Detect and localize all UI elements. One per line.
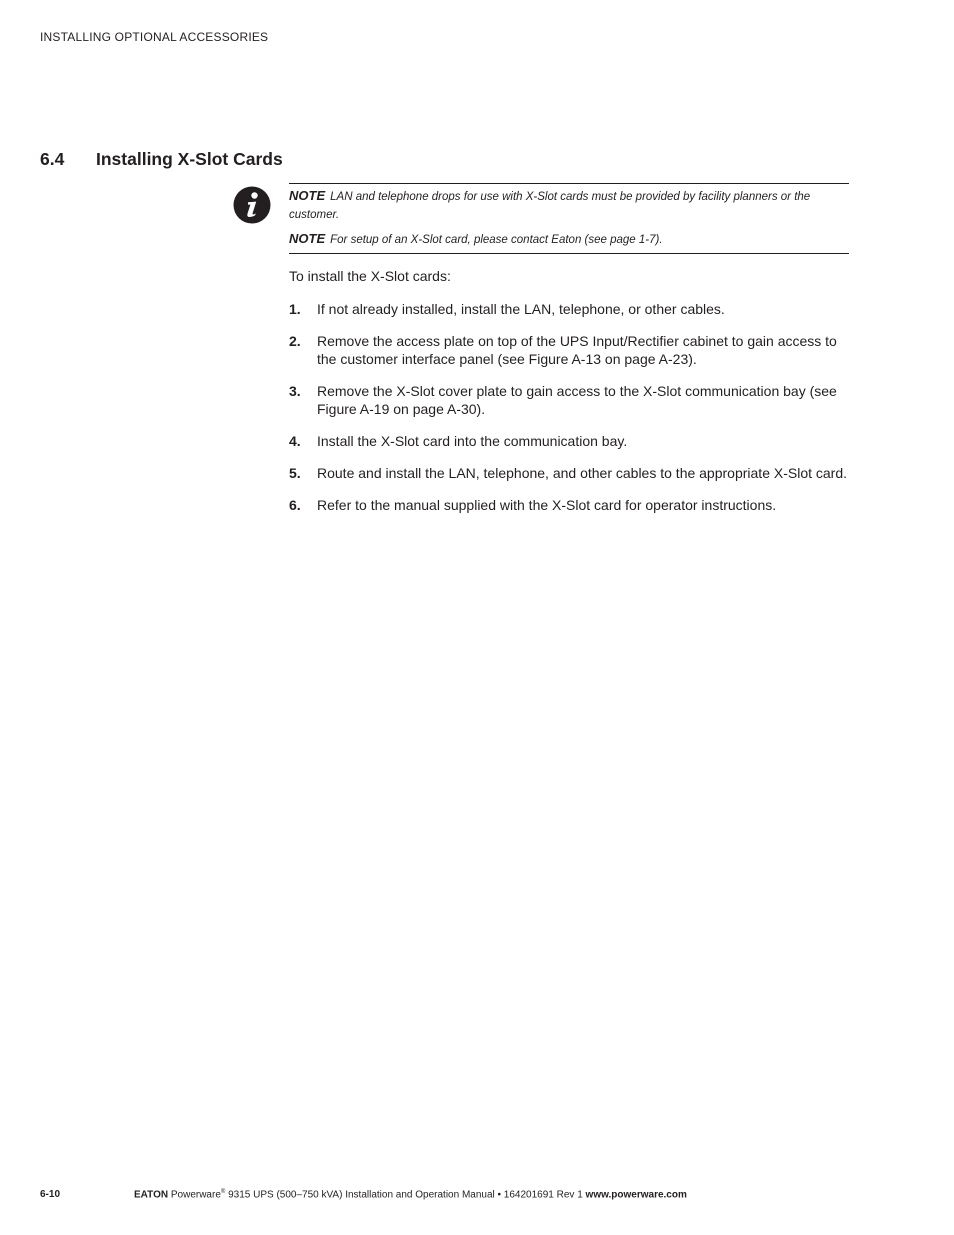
step-text: Route and install the LAN, telephone, and other cables to the appropriate X-Slot card. (317, 465, 848, 481)
registered-mark: ® (220, 1189, 226, 1195)
footer-manual-title: 9315 UPS (500–750 kVA) Installation and Operation Manual • 164201691 Rev 1 (225, 1189, 586, 1201)
step-text: Install the X-Slot card into the communication bay. (317, 433, 628, 449)
list-item (289, 382, 855, 418)
step-number: 5. (289, 465, 301, 481)
list-item (289, 332, 855, 368)
footer-text (134, 1189, 687, 1200)
footer-brand: EATON (134, 1189, 169, 1201)
section-title: Installing X-Slot Cards (96, 149, 283, 169)
list-item (289, 300, 855, 318)
section-number: 6.4 (40, 149, 65, 169)
note-label: NOTE (289, 188, 326, 203)
running-head: INSTALLING OPTIONAL ACCESSORIES (40, 30, 269, 44)
note-1 (289, 187, 849, 224)
note-text: LAN and telephone drops for use with X-Slot cards must be provided by facility planners or the customer. (289, 191, 811, 221)
footer-product: Powerware (170, 1189, 221, 1201)
list-item (289, 464, 855, 482)
step-text: If not already installed, install the LAN, telephone, or other cables. (317, 301, 725, 317)
step-number: 4. (289, 433, 301, 449)
step-number: 1. (289, 301, 301, 317)
list-item (289, 432, 855, 450)
step-text: Refer to the manual supplied with the X-Slot card for operator instructions. (317, 497, 777, 513)
note-label: NOTE (289, 231, 326, 246)
step-text: Remove the X-Slot cover plate to gain access to the X-Slot communication bay (see Figure A-19 on page A-30). (317, 383, 837, 417)
page-number: 6-10 (40, 1189, 61, 1200)
info-icon (233, 186, 271, 224)
intro-text: To install the X-Slot cards: (289, 268, 451, 284)
list-item (289, 496, 855, 514)
footer-url: www.powerware.com (585, 1189, 687, 1201)
step-number: 6. (289, 497, 301, 513)
note-text: For setup of an X-Slot card, please contact Eaton (see page 1-7). (330, 234, 663, 246)
step-number: 3. (289, 383, 301, 399)
steps-list (289, 300, 855, 528)
note-box (289, 183, 849, 254)
step-text: Remove the access plate on top of the UPS Input/Rectifier cabinet to gain access to the customer interface panel (see Figure A-13 on page A-23). (317, 333, 837, 367)
note-2 (289, 230, 849, 249)
section-heading (40, 149, 283, 170)
step-number: 2. (289, 333, 301, 349)
